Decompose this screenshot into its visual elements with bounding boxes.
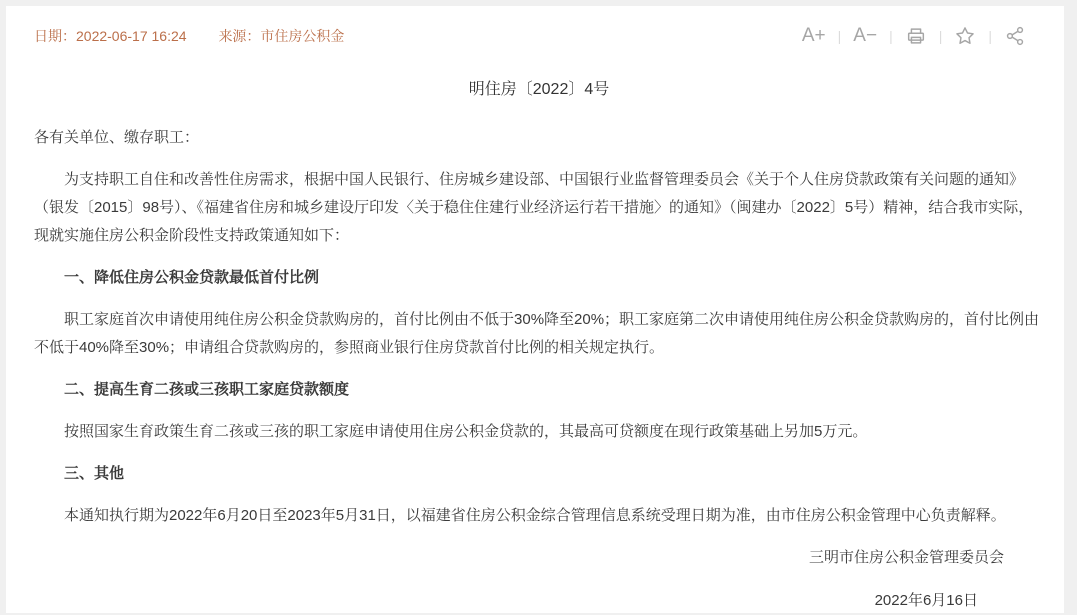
article-meta-bar: [6, 6, 1064, 50]
toolbar-divider: |: [837, 28, 842, 44]
article-source: 来源：市住房公积金: [218, 28, 345, 44]
article-meta-info: [34, 26, 372, 46]
favorite-button[interactable]: [954, 25, 976, 47]
font-decrease-button[interactable]: A−: [853, 25, 878, 46]
star-icon: [954, 25, 976, 47]
share-button[interactable]: [1004, 25, 1026, 47]
toolbar-divider: |: [938, 28, 943, 44]
section-3-heading: 三、其他: [64, 465, 125, 482]
notice-document: [6, 76, 1064, 615]
document-intro-paragraph: 为支持职工自住和改善性住房需求，根据中国人民银行、住房城乡建设部、中国银行业监督管理委员会《关于个人住房贷款政策有关问题的通知》（银发〔2015〕98号）、《福建省住房和城乡建设厅印发〈关于稳住住建行业经济运行若干措施〉的通知》（闽建办〔2022〕5号）精神，结合我市实际，现就实施住房公积金阶段性支持政策通知如下：: [34, 171, 1034, 244]
section-3-body: 本通知执行期为2022年6月20日至2023年5月31日，以福建省住房公积金综合管理信息系统受理日期为准，由市住房公积金管理中心负责解释。: [64, 507, 1006, 524]
section-1-body: 职工家庭首次申请使用纯住房公积金贷款购房的，首付比例由不低于30%降至20%；职工家庭第二次申请使用纯住房公积金贷款购房的，首付比例由不低于40%降至30%；申请组合贷款购房的，参照商业银行住房贷款首付比例的相关规定执行。: [34, 311, 1040, 356]
publish-date: 日期：2022-06-17 16:24: [34, 28, 187, 44]
article-toolbar: [802, 25, 1026, 47]
section-1-heading: 一、降低住房公积金贷款最低首付比例: [64, 269, 320, 286]
toolbar-divider: |: [889, 28, 893, 44]
document-title: 明住房〔2022〕4号: [468, 81, 610, 98]
signature-date: 2022年6月16日: [874, 592, 978, 609]
article-panel: [6, 6, 1064, 613]
print-button[interactable]: [905, 25, 927, 47]
toolbar-divider: |: [988, 28, 992, 44]
font-increase-button[interactable]: A+: [801, 25, 826, 46]
document-salutation: 各有关单位、缴存职工：: [34, 129, 200, 146]
signature-issuer: 三明市住房公积金管理委员会: [808, 549, 1004, 566]
section-2-heading: 二、提高生育二孩或三孩职工家庭贷款额度: [64, 381, 350, 398]
section-2-body: 按照国家生育政策生育二孩或三孩的职工家庭申请使用住房公积金贷款的，其最高可贷额度在现行政策基础上另加5万元。: [64, 423, 868, 440]
printer-icon: [905, 25, 927, 47]
share-icon: [1004, 25, 1026, 47]
